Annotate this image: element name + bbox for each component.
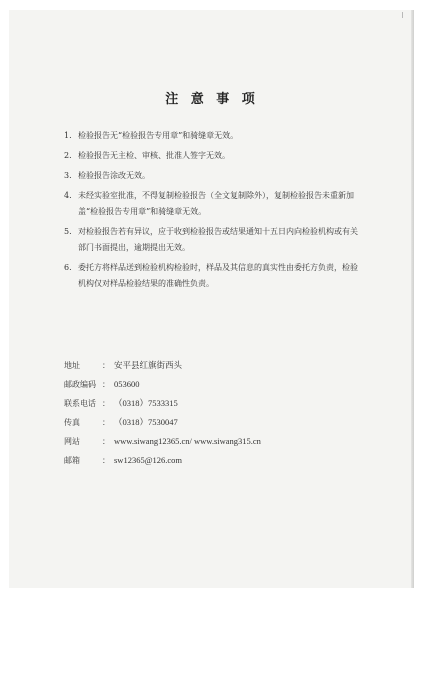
contact-website <box>64 432 364 451</box>
notice-text: 对检验报告若有异议，应于收到检验报告或结果通知十五日内向检验机构或有关部门书面提出，逾期提出无效。 <box>78 227 358 252</box>
notice-number: 5. <box>64 227 72 236</box>
notice-number: 6. <box>64 263 72 272</box>
notice-text: 检验报告无主检、审核、批准人签字无效。 <box>78 151 230 160</box>
notice-text: 检验报告涂改无效。 <box>78 171 150 180</box>
contact-label: 邮政编码 ： <box>64 380 110 389</box>
contact-value: 053600 <box>114 379 140 389</box>
contact-label: 网站 ： <box>64 437 110 446</box>
contact-value: www.siwang12365.cn/ www.siwang315.cn <box>114 436 261 446</box>
contact-value: sw12365@126.com <box>114 455 183 465</box>
notice-list <box>64 128 364 296</box>
notice-item <box>64 128 364 144</box>
contact-label: 传真 ： <box>64 418 110 427</box>
page-title: 注 意 事 项 <box>165 92 259 107</box>
scan-corner-mark <box>402 12 403 18</box>
notice-text: 检验报告无“检验报告专用章”和骑缝章无效。 <box>78 131 239 140</box>
notice-item <box>64 224 364 256</box>
contact-fax <box>64 413 364 432</box>
notice-item <box>64 188 364 220</box>
contact-value: 安平县红旗街西头 <box>114 360 183 370</box>
notice-number: 4. <box>64 191 72 200</box>
notice-text: 未经实验室批准，不得复制检验报告（全文复制除外），复制检验报告未重新加盖“检验报告专用章”和骑缝章无效。 <box>78 191 354 216</box>
contact-value: （0318）7533315 <box>114 398 178 408</box>
contact-address <box>64 356 364 375</box>
contact-label: 地址 ： <box>64 361 110 370</box>
notice-item <box>64 260 364 292</box>
notice-text: 委托方将样品送到检验机构检验时，样品及其信息的真实性由委托方负责，检验机构仅对样品检验结果的准确性负责。 <box>78 263 358 288</box>
contact-label: 邮箱 ： <box>64 456 110 465</box>
contact-label: 联系电话 ： <box>64 399 110 408</box>
contact-info <box>64 356 364 470</box>
notice-item <box>64 148 364 164</box>
contact-value: （0318）7530047 <box>114 417 178 427</box>
notice-item <box>64 168 364 184</box>
notice-number: 2. <box>64 151 72 160</box>
notice-number: 3. <box>64 171 72 180</box>
contact-phone <box>64 394 364 413</box>
contact-postcode <box>64 375 364 394</box>
contact-email <box>64 451 364 470</box>
notice-number: 1. <box>64 131 72 140</box>
